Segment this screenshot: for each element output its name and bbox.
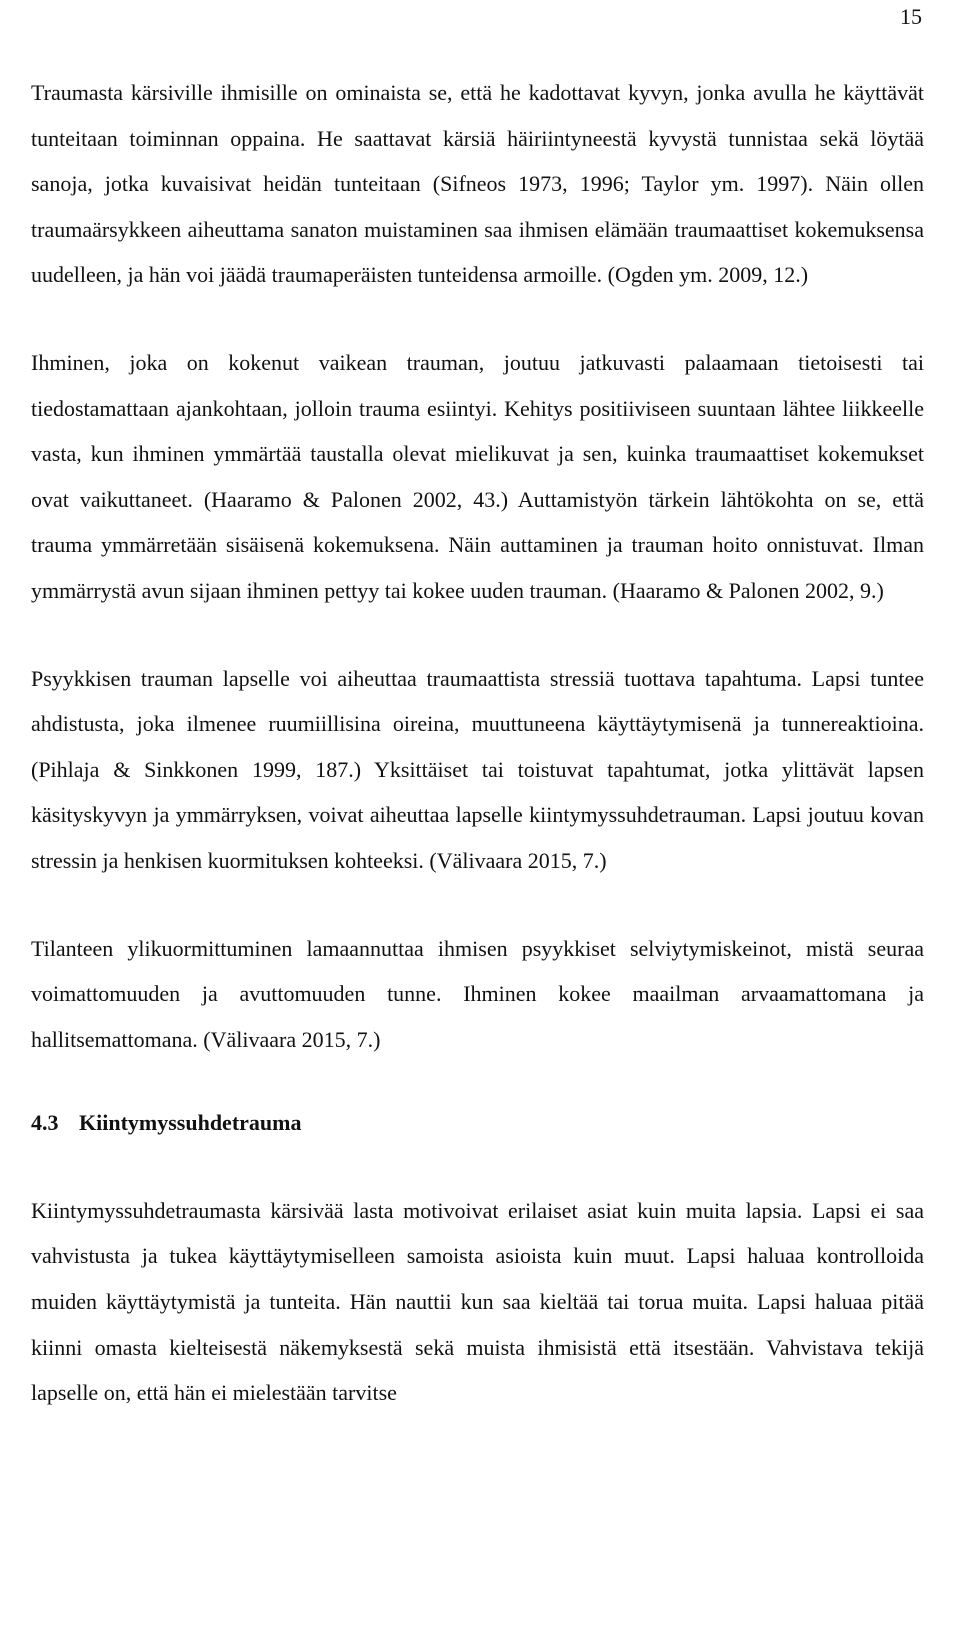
page-number: 15 [900, 4, 922, 29]
section-heading [31, 1100, 924, 1146]
paragraph-trauma-emotions: Traumasta kärsiville ihmisille on ominaista se, että he kadottavat kyvyn, jonka avulla he käyttävät tunteitaan toiminnan oppaina. He saattavat kärsiä häiriintyneestä kyvystä tunnistaa sekä löytää sanoja, jotka kuvaisivat heidän tunteitaan (Sifneos 1973, 1996; Taylor ym. 1997). Näin ollen traumaärsykkeen aiheuttama sanaton muistaminen saa ihmisen elämään traumaattiset kokemuksensa uudelleen, ja hän voi jäädä traumaperäisten tunteidensa armoille. (Ogden ym. 2009, 12.) [31, 80, 924, 288]
section-number: 4.3 [31, 1110, 59, 1136]
paragraph-overload: Tilanteen ylikuormittuminen lamaannuttaa ihmisen psyykkiset selviytymiskeinot, mistä seuraa voimattomuuden ja avuttomuuden tunne. Ihminen kokee maailman arvaamattomana ja hallitsemattomana. (Välivaara 2015, 7.) [31, 935, 924, 1052]
paragraph-child-trauma: Psyykkisen trauman lapselle voi aiheuttaa traumaattista stressiä tuottava tapahtuma. Lapsi tuntee ahdistusta, joka ilmenee ruumiillisina oireina, muuttuneena käyttäytymisenä ja tunnereaktioina. (Pihlaja & Sinkkonen 1999, 187.) Yksittäiset tai toistuvat tapahtumat, jotka ylittävät lapsen käsityskyvyn ja ymmärryksen, voivat aiheuttaa lapselle kiintymyssuhdetrauman. Lapsi joutuu kovan stressin ja henkisen kuormituksen kohteeksi. (Välivaara 2015, 7.) [31, 665, 924, 873]
section-title: Kiintymyssuhdetrauma [79, 1110, 302, 1136]
paragraph-attachment-trauma: Kiintymyssuhdetraumasta kärsivää lasta motivoivat erilaiset asiat kuin muita lapsia. Lapsi ei saa vahvistusta ja tukea käyttäytymiselleen samoista asioista kuin muut. Lapsi haluaa kontrolloida muiden käyttäytymistä ja tunteita. Hän nauttii kun saa kieltää tai torua muita. Lapsi haluaa pitää kiinni omasta kielteisestä näkemyksestä sekä muista ihmisistä että itsestään. Vahvistava tekijä lapselle on, että hän ei mielestään tarvitse [31, 1197, 924, 1406]
document-body [31, 70, 924, 1416]
paragraph-severe-trauma: Ihminen, joka on kokenut vaikean trauman, joutuu jatkuvasti palaamaan tietoisesti tai tiedostamattaan ajankohtaan, jolloin trauma esiintyi. Kehitys positiiviseen suuntaan lähtee liikkeelle vasta, kun ihminen ymmärtää taustalla olevat mielikuvat ja sen, kuinka traumaattiset kokemukset ovat vaikuttaneet. (Haaramo & Palonen 2002, 43.) Auttamistyön tärkein lähtökohta on se, että trauma ymmärretään sisäisenä kokemuksena. Näin auttaminen ja trauman hoito onnistuvat. Ilman ymmärrystä avun sijaan ihminen pettyy tai kokee uuden trauman. (Haaramo & Palonen 2002, 9.) [31, 349, 924, 603]
